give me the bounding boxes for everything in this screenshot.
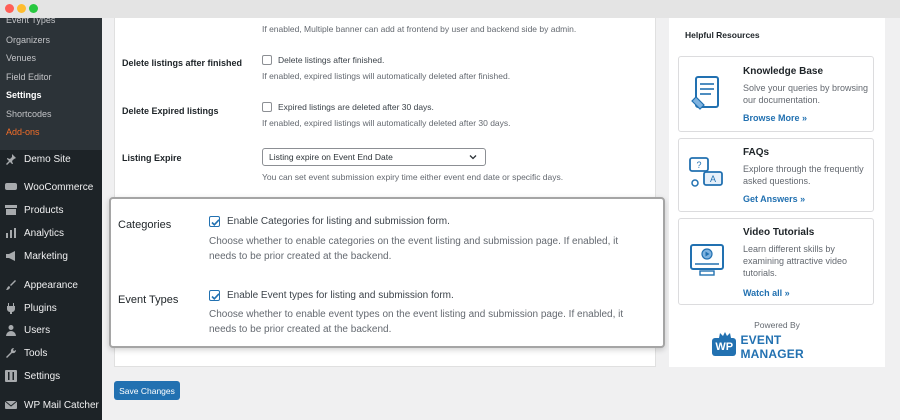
categories-description-line2: needs to be prior created at the backend. <box>209 251 392 262</box>
minimize-window-button[interactable] <box>17 4 26 13</box>
menu-item-label: Tools <box>24 347 48 359</box>
menu-item-label: Users <box>24 324 51 336</box>
resource-heading: Video Tutorials <box>743 227 815 238</box>
multiple-banner-description: If enabled, Multiple banner can add at frontend by user and backend side by admin. <box>262 24 577 34</box>
get-answers-link[interactable]: Get Answers » <box>743 194 806 204</box>
video-tutorial-icon <box>687 239 727 279</box>
menu-item-tools[interactable] <box>0 343 102 363</box>
menu-item-plugins[interactable] <box>0 298 102 318</box>
browse-more-link[interactable]: Browse More » <box>743 113 808 123</box>
menu-item-label: Plugins <box>24 302 57 314</box>
submenu-item-add-ons[interactable]: Add-ons <box>6 127 40 137</box>
user-icon <box>5 324 17 336</box>
resource-description: Learn different skills by examining attractive video tutorials. <box>743 244 848 278</box>
submenu-item-field-editor[interactable]: Field Editor <box>6 72 52 82</box>
enable-categories-label[interactable]: Enable Categories for listing and submission form. <box>227 216 450 227</box>
sliders-icon <box>5 370 17 382</box>
delete-finished-checkbox-label[interactable]: Delete listings after finished. <box>278 55 385 65</box>
menu-item-settings[interactable] <box>0 366 102 386</box>
powered-by-label: Powered By <box>754 320 800 330</box>
enable-event-types-checkbox[interactable] <box>209 290 220 301</box>
menu-item-label: Products <box>24 204 64 216</box>
delete-expired-label: Delete Expired listings <box>122 106 219 116</box>
paintbrush-icon <box>5 279 17 291</box>
menu-item-label: WP Mail Catcher <box>24 399 99 411</box>
categories-description-line1: Choose whether to enable categories on the event listing and submission page. If enabled, it <box>209 236 619 247</box>
event-types-description-line2: needs to be prior created at the backend. <box>209 324 392 335</box>
submenu-item-settings[interactable]: Settings <box>6 90 42 100</box>
wrench-icon <box>5 347 17 359</box>
logo-event-manager-text: EVENT MANAGER <box>740 333 804 361</box>
submenu-item-organizers[interactable]: Organizers <box>6 35 51 45</box>
save-changes-button[interactable]: Save Changes <box>114 381 180 400</box>
listing-expire-select[interactable] <box>262 148 486 166</box>
menu-item-users[interactable] <box>0 320 102 340</box>
svg-text:A: A <box>709 174 717 184</box>
delete-expired-description: If enabled, expired listings will automatically deleted after 30 days. <box>262 118 511 128</box>
helpful-resources-title: Helpful Resources <box>685 30 760 40</box>
listing-expire-description: You can set event submission expiry time either event end date or specific days. <box>262 172 564 182</box>
svg-text:?: ? <box>696 160 702 170</box>
maximize-window-button[interactable] <box>29 4 38 13</box>
delete-expired-checkbox-label[interactable]: Expired listings are deleted after 30 days. <box>278 102 434 112</box>
menu-item-wp-mail-catcher[interactable] <box>0 395 102 415</box>
checkmark-icon <box>210 217 221 228</box>
categories-label: Categories <box>118 219 172 231</box>
menu-item-label: Demo Site <box>24 153 71 165</box>
faq-chat-icon <box>687 153 727 193</box>
megaphone-icon <box>5 250 17 262</box>
delete-finished-checkbox[interactable] <box>262 55 272 65</box>
listing-expire-label: Listing Expire <box>122 153 182 163</box>
enable-categories-checkbox[interactable] <box>209 216 220 227</box>
resource-heading: FAQs <box>743 147 770 158</box>
menu-item-woocommerce[interactable] <box>0 177 102 197</box>
menu-item-label: Settings <box>24 370 61 382</box>
chevron-down-icon <box>469 153 477 161</box>
delete-finished-description: If enabled, expired listings will automatically deleted after finished. <box>262 71 511 81</box>
archive-icon <box>5 204 17 216</box>
mail-icon <box>5 399 17 411</box>
resource-description: Explore through the frequently asked questions. <box>743 164 864 186</box>
menu-item-label: WooCommerce <box>24 181 94 193</box>
delete-expired-checkbox[interactable] <box>262 102 272 112</box>
resource-heading: Knowledge Base <box>743 66 824 77</box>
delete-finished-label: Delete listings after finished <box>122 58 243 68</box>
submenu-item-event-types[interactable]: Event Types <box>6 18 56 25</box>
menu-item-marketing[interactable] <box>0 246 102 266</box>
wp-event-manager-logo <box>712 335 842 359</box>
menu-item-label: Appearance <box>24 279 78 291</box>
event-types-description-line1: Choose whether to enable event types on the event listing and submission page. If enabled, it <box>209 309 624 320</box>
close-window-button[interactable] <box>5 4 14 13</box>
highlighted-settings-panel <box>109 197 665 348</box>
pin-icon <box>5 153 17 165</box>
watch-all-link[interactable]: Watch all » <box>743 288 790 298</box>
resource-description: Solve your queries by browsing our documentation. <box>743 83 869 105</box>
menu-item-label: Analytics <box>24 227 65 239</box>
window-titlebar <box>0 0 900 18</box>
enable-event-types-label[interactable]: Enable Event types for listing and submission form. <box>227 290 454 301</box>
chart-icon <box>5 227 17 239</box>
event-types-label: Event Types <box>118 294 179 306</box>
woocommerce-icon <box>5 181 17 193</box>
checkmark-icon <box>210 291 221 302</box>
menu-item-appearance[interactable] <box>0 275 102 295</box>
document-icon <box>687 73 727 113</box>
crown-icon <box>719 332 731 338</box>
resource-card-faqs <box>678 138 874 212</box>
menu-item-demo-site[interactable] <box>0 149 102 169</box>
menu-item-analytics[interactable] <box>0 223 102 243</box>
logo-wp-badge <box>712 338 736 356</box>
resource-card-knowledge-base <box>678 56 874 132</box>
submenu-item-shortcodes[interactable]: Shortcodes <box>6 109 52 119</box>
logo-wp-text: WP <box>715 341 734 353</box>
submenu-item-venues[interactable]: Venues <box>6 53 37 63</box>
menu-item-products[interactable] <box>0 200 102 220</box>
admin-sidebar <box>0 18 102 420</box>
listing-expire-selected-value: Listing expire on Event End Date <box>269 152 393 162</box>
plug-icon <box>5 302 17 314</box>
event-manager-submenu <box>0 18 102 150</box>
resource-card-video-tutorials <box>678 218 874 305</box>
menu-item-label: Marketing <box>24 250 68 262</box>
